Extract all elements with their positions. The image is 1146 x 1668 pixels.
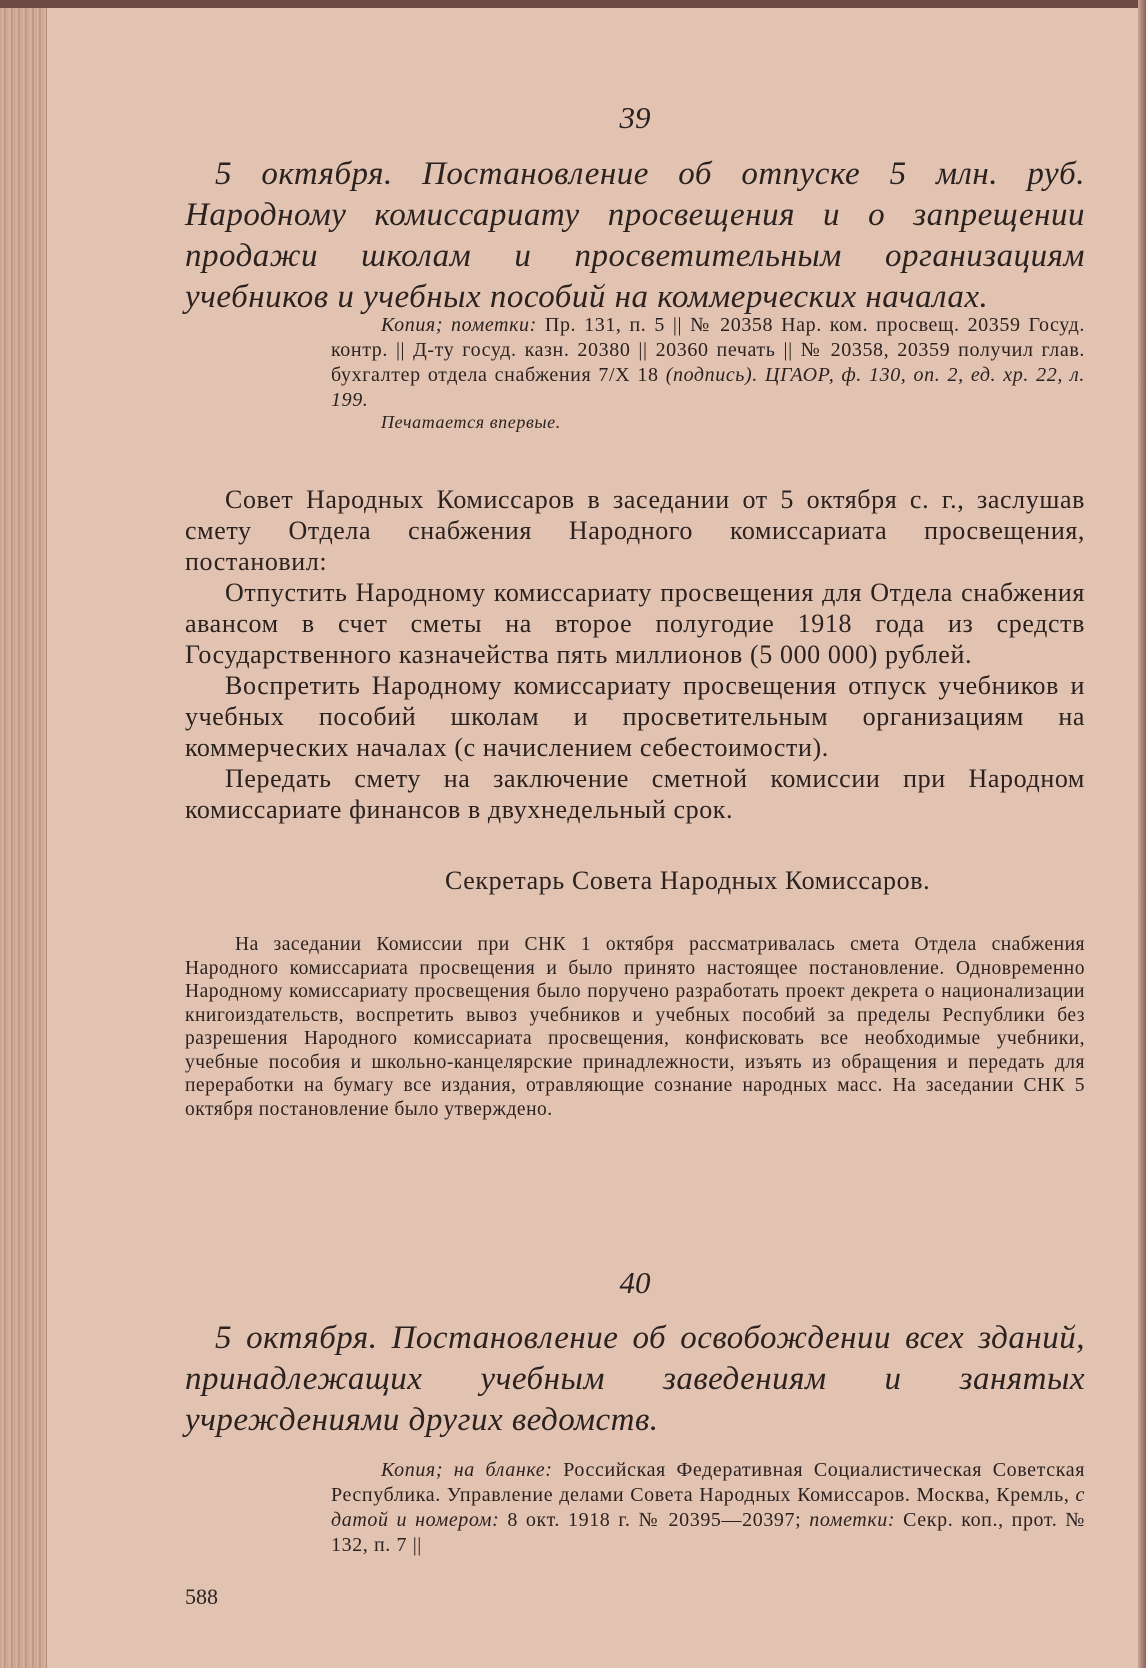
- commentary-note: На заседании Комиссии при СНК 1 октября рассматривалась смета Отдела снабжения Народного комиссариата просвещения и было принято настоящее постановление. Одновременно Народному комиссариату просвещения было поручено разработать проект декрета о национализации книгоиздательств, воспретить вывоз учебников и учебных пособий за пределы Республики без разрешения Народного комиссариата просвещения, конфисковать все необходимые учебники, учебные пособия и школьно-канцелярские принадлежности, изъять из обращения и передать для переработки на бумагу все издания, отравляющие сознание народных масс. На заседании СНК 5 октября постановление было утверждено.: [185, 934, 1085, 1120]
- source-signature-note: (подпись).: [665, 364, 758, 386]
- signature-line: Секретарь Совета Народных Комиссаров.: [445, 866, 931, 895]
- page-edges: [0, 0, 47, 1668]
- document-title-39: 5 октября. Постановление об отпуске 5 млн. руб. Народному комиссариату просвещения и о запрещении продажи школам и просветительным организациям учебников и учебных пособий на коммерческих началах.: [185, 156, 1085, 315]
- paragraph: Отпустить Народному комиссариату просвещения для Отдела снабжения авансом в счет сметы на второе полугодие 1918 года из средств Государственного казначейства пять миллионов (5 000 000) рублей.: [185, 578, 1085, 669]
- resolution-body: [185, 484, 1085, 825]
- source-text: Пр. 131, п. 5 || № 20358 Нар. ком. просвещ. 20359 Госуд. контр. || Д-ту госуд. казн. 20380 || 20360 печать || № 20358, 20359 получил глав. бухгалтер отдела снабжения 7/X 18: [331, 314, 1085, 386]
- paragraph: Передать смету на заключение сметной комиссии при Народном комиссариате финансов в двухнедельный срок.: [185, 764, 1085, 824]
- source-label-date: с датой и номером:: [331, 1484, 1085, 1531]
- archive-reference: ЦГАОР, ф. 130, оп. 2, ед. хр. 22, л. 199.: [331, 364, 1085, 411]
- source-note-40: [331, 1458, 1085, 1558]
- printed-first-note: Печатается впервые.: [381, 412, 561, 432]
- document-number-40: 40: [619, 1265, 651, 1300]
- source-date-number: 8 окт. 1918 г. № 20395—20397;: [507, 1509, 802, 1531]
- document-title-40: 5 октября. Постановление об освобождении всех зданий, принадлежащих учебным заведениям и занятых учреждениями других ведомств.: [185, 1320, 1085, 1438]
- source-note-39: [331, 313, 1085, 413]
- paragraph: Воспретить Народному комиссариату просвещения отпуск учебников и учебных пособий школам и просветительным организациям на коммерческих началах (с начислением себестоимости).: [185, 671, 1085, 762]
- book-cover-top: [0, 0, 1146, 8]
- source-text: Российская Федеративная Социалистическая Советская Республика. Управление делами Совета Народных Комиссаров. Москва, Кремль,: [331, 1459, 1085, 1506]
- source-marks: Секр. коп., прот. № 132, п. 7 ||: [331, 1509, 1085, 1556]
- paragraph: Совет Народных Комиссаров в заседании от 5 октября с. г., заслушав смету Отдела снабжения Народного комиссариата просвещения, постановил:: [185, 485, 1085, 576]
- book-cover-right: [1138, 0, 1146, 1668]
- page-number: 588: [185, 1584, 218, 1609]
- source-label: Копия; на бланке:: [381, 1459, 553, 1481]
- source-label-marks: пометки:: [809, 1509, 896, 1531]
- document-number-39: 39: [619, 100, 651, 135]
- source-label: Копия; пометки:: [381, 314, 537, 336]
